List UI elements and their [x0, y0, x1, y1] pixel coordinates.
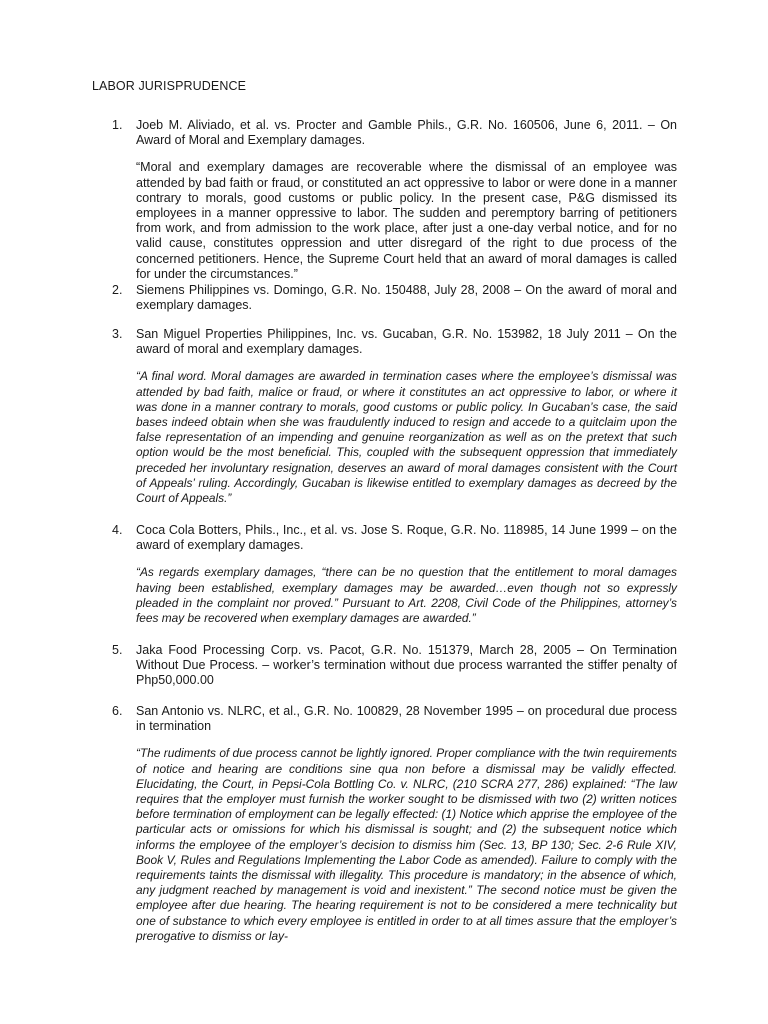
item-heading: San Antonio vs. NLRC, et al., G.R. No. 100829, 28 November 1995 – on procedural due process in termination — [136, 704, 677, 734]
item-heading: Jaka Food Processing Corp. vs. Pacot, G.R. No. 151379, March 28, 2005 – On Termination Without Due Process. – worker’s termination without due process warranted the stiffer penalty of Php50,000.00 — [136, 643, 677, 688]
list-item — [112, 283, 677, 313]
item-heading: Siemens Philippines vs. Domingo, G.R. No. 150488, July 28, 2008 – On the award of moral and exemplary damages. — [136, 283, 677, 313]
document-title: LABOR JURISPRUDENCE — [92, 79, 247, 93]
item-number: 5. — [112, 643, 123, 657]
item-quote: “The rudiments of due process cannot be lightly ignored. Proper compliance with the twin requirements of notice and hearing are conditions sine qua non before a dismissal may be validly effected. Elucidating, the Court, in Pepsi-Cola Bottling Co. v. NLRC, (210 SCRA 277, 286) explained: “The law requires that the employer must furnish the worker sought to be dismissed with two (2) written notices before termination of employment can be legally effected: (1) Notice which apprise the employee of the particular acts or omissions for which his dismissal is sought; and (2) the subsequent notice which informs the employee of the employer’s decision to dismiss him (Sec. 13, BP 130; Sec. 2-6 Rule XIV, Book V, Rules and Regulations Implementing the Labor Code as amended). Failure to comply with the requirements taints the dismissal with illegality. This procedure is mandatory; in the absence of which, any judgment reached by management is void and inexistent.” The second notice must be given the employee after due hearing. The hearing requirement is not to be considered a mere technicality but one of substance to which every employee is entitled in order to at all times assure that the employer’s prerogative to dismiss or lay- — [136, 746, 677, 943]
item-heading: Joeb M. Aliviado, et al. vs. Procter and Gamble Phils., G.R. No. 160506, June 6, 2011. – On Award of Moral and Exemplary damages. — [136, 118, 677, 148]
item-number: 3. — [112, 327, 123, 341]
item-quote: “Moral and exemplary damages are recoverable where the dismissal of an employee was attended by bad faith or fraud, or constituted an act oppressive to labor or were done in a manner contrary to morals, good customs or public policy. In the present case, P&G dismissed its employees in a manner oppressive to labor. The sudden and peremptory barring of petitioners from work, and from admission to the work place, after just a one-day verbal notice, and for no valid cause, constitutes oppression and utter disregard of the right to due process of the concerned petitioners. Hence, the Supreme Court held that an award of moral damages is called for under the circumstances.” — [136, 160, 677, 281]
list-item — [112, 118, 677, 282]
item-quote: “As regards exemplary damages, “there can be no question that the entitlement to moral damages having been established, exemplary damages may be awarded…even though not so expressly pleaded in the complaint nor proved.” Pursuant to Art. 2208, Civil Code of the Philippines, attorney’s fees may be recovered when exemplary damages are awarded.” — [136, 565, 677, 626]
item-number: 2. — [112, 283, 123, 297]
list-item — [112, 327, 677, 506]
list-item — [112, 643, 677, 689]
item-heading: Coca Cola Botters, Phils., Inc., et al. vs. Jose S. Roque, G.R. No. 118985, 14 June 1999 – on the award of exemplary damages. — [136, 523, 677, 553]
item-number: 1. — [112, 118, 123, 132]
item-number: 6. — [112, 704, 123, 718]
item-quote: “A final word. Moral damages are awarded in termination cases where the employee’s dismissal was attended by bad faith, malice or fraud, or where it constitutes an act oppressive to labor, or where it was done in a manner contrary to morals, good customs or public policy. In Gucaban’s case, the said bases indeed obtain when she was fraudulently induced to resign and accede to a quitclaim upon the false representation of an impending and genuine reorganization as well as on the pretext that such option would be the most beneficial. This, coupled with the subsequent oppression that immediately preceded her involuntary resignation, deserves an award of moral damages consistent with the Court of Appeals’ ruling. Accordingly, Gucaban is likewise entitled to exemplary damages as decreed by the Court of Appeals.” — [136, 369, 677, 506]
item-heading: San Miguel Properties Philippines, Inc. vs. Gucaban, G.R. No. 153982, 18 July 2011 – On the award of moral and exemplary damages. — [136, 327, 677, 357]
list-item — [112, 523, 677, 626]
list-item — [112, 704, 677, 944]
item-number: 4. — [112, 523, 123, 537]
